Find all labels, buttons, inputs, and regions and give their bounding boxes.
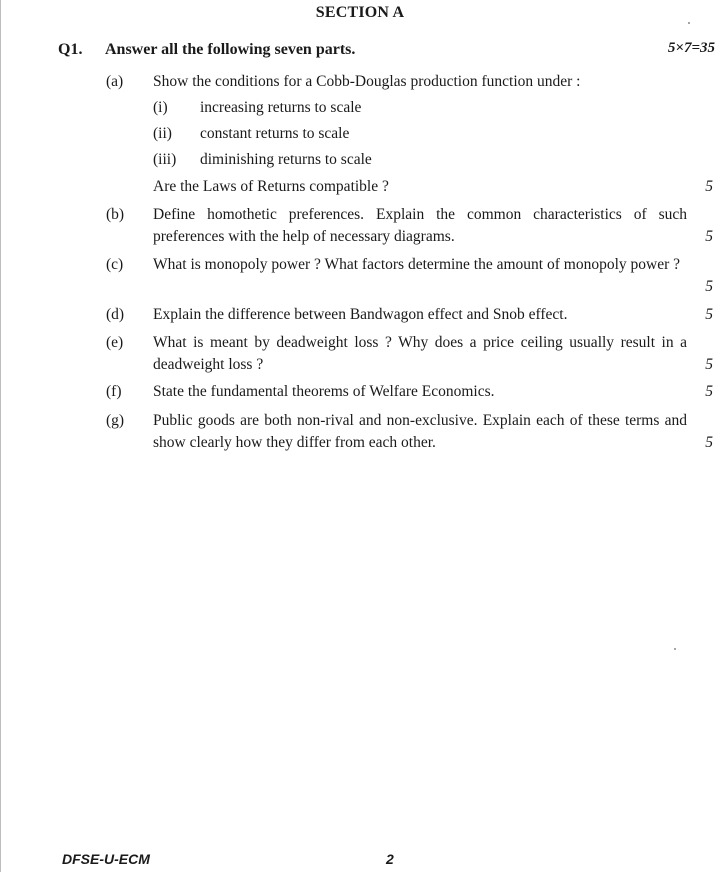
part-text: What is meant by deadweight loss ? Why does a price ceiling usually result in a deadweight loss ? [153,334,687,373]
part-label: (a) [106,73,124,90]
part-label: (d) [106,306,125,323]
part-a-marks: 5 [705,178,713,195]
part-marks: 5 [705,356,713,373]
part-text: State the fundamental theorems of Welfare Economics. [153,383,495,400]
sub-part-text: constant returns to scale [200,125,350,142]
footer-paper-code: DFSE-U-ECM [62,851,150,867]
sub-part-label: (iii) [153,151,177,168]
sub-part-text: diminishing returns to scale [200,151,372,168]
footer-page-number: 2 [386,851,394,867]
part-marks: 5 [705,383,713,400]
question-marks: 5×7=35 [667,40,715,56]
sub-part-label: (i) [153,99,168,116]
part-label: (c) [106,256,124,273]
scan-speck [674,648,676,650]
part-marks: 5 [705,278,713,295]
sub-part-label: (ii) [153,125,172,142]
scan-speck [688,22,690,24]
part-label: (b) [106,206,125,223]
part-text: What is monopoly power ? What factors determine the amount of monopoly power ? [153,256,680,273]
question-instruction: Answer all the following seven parts. [105,41,356,58]
page-edge-line [0,0,1,872]
part-marks: 5 [705,306,713,323]
question-number: Q1. [58,41,83,58]
sub-part-text: increasing returns to scale [200,99,362,116]
part-marks: 5 [705,434,713,451]
part-label: (f) [106,383,122,400]
part-label: (e) [106,334,124,351]
part-a-follow-up: Are the Laws of Returns compatible ? [153,178,389,195]
part-text: Define homothetic preferences. Explain the common characteristics of such preferences with the help of necessary diagrams. [153,206,687,245]
section-title: SECTION A [315,4,405,21]
part-marks: 5 [705,228,713,245]
part-text: Public goods are both non-rival and non-exclusive. Explain each of these terms and show clearly how they differ from each other. [153,412,687,451]
part-text: Show the conditions for a Cobb-Douglas production function under : [153,73,581,90]
part-label: (g) [106,412,125,429]
part-text: Explain the difference between Bandwagon effect and Snob effect. [153,306,568,323]
